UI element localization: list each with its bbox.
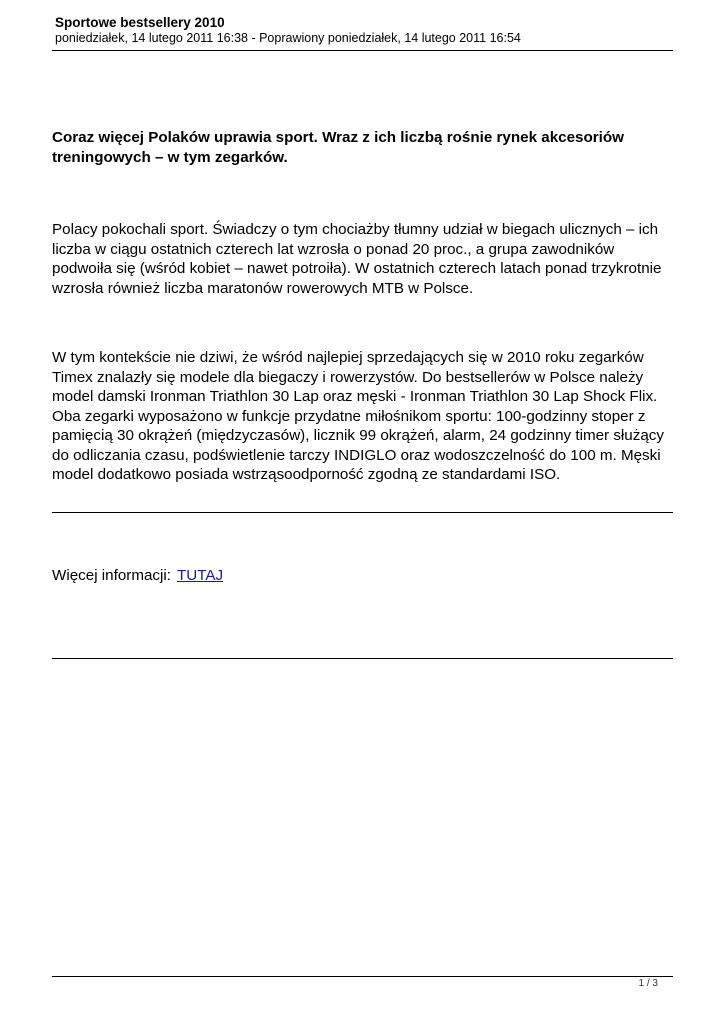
article-paragraph-1: Polacy pokochali sport. Świadczy o tym chociażby tłumny udział w biegach ulicznych – ich liczba w ciągu ostatnich czterech lat wzrosła o ponad 20 proc., a grupa zawodników podwoiła się (wśród kobiet – nawet potroiła). W ostatnich czterech latach ponad trzykrotnie wzrosła również liczba maratonów rowerowych MTB w Polsce.: [52, 221, 662, 297]
more-info-line: [52, 566, 223, 586]
header-divider: [52, 50, 673, 51]
more-info-label: Więcej informacji:: [52, 567, 171, 584]
more-info-link[interactable]: TUTAJ: [177, 567, 224, 584]
article-lead: Coraz więcej Polaków uprawia sport. Wraz z ich liczbą rośnie rynek akcesoriów treningowych – w tym zegarków.: [52, 129, 624, 166]
article-divider: [52, 512, 673, 513]
publish-date-line: poniedziałek, 14 lutego 2011 16:38 - Poprawiony poniedziałek, 14 lutego 2011 16:54: [55, 31, 521, 45]
page-number: 1 / 3: [638, 978, 658, 989]
footer-divider: [52, 976, 673, 977]
more-info-divider: [52, 658, 673, 659]
page-title: Sportowe bestsellery 2010: [55, 15, 225, 30]
article-paragraph-2: W tym kontekście nie dziwi, że wśród najlepiej sprzedających się w 2010 roku zegarków Timex znalazły się modele dla biegaczy i rowerzystów. Do bestsellerów w Polsce należy model damski Ironman Triathlon 30 Lap oraz męski - Ironman Triathlon 30 Lap Shock Flix. Oba zegarki wyposażono w funkcje przydatne miłośnikom sportu: 100-godzinny stoper z pamięcią 30 okrążeń (międzyczasów), licznik 99 okrążeń, alarm, 24 godzinny timer służący do odliczania czasu, podświetlenie tarczy INDIGLO oraz wodoszczelność do 100 m. Męski model dodatkowo posiada wstrząsoodporność zgodną ze standardami ISO.: [52, 349, 664, 483]
